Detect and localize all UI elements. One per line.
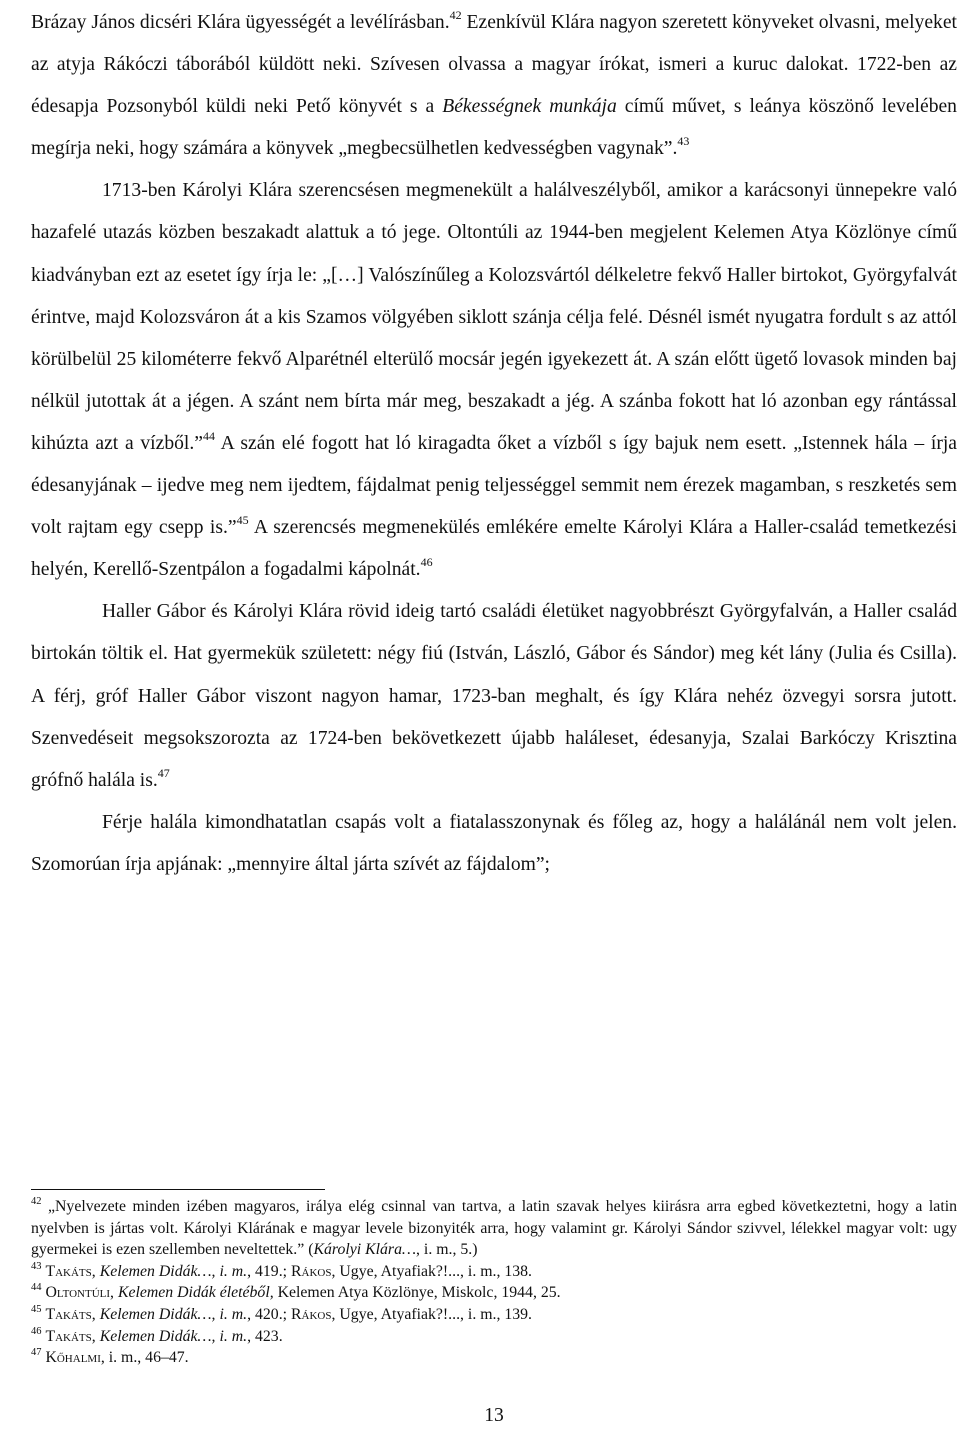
footnote-ref: 42 [31, 1196, 42, 1207]
footnote [31, 1304, 957, 1326]
document-page [31, 0, 957, 1438]
author-name: Kőhalmi [45, 1349, 101, 1367]
text-run: , [91, 1305, 100, 1323]
text-run: Ezenkívül Klára nagyon szeretett könyveket olvasni, melyeket az atyja Rákóczi táborából küldött neki. Szívesen olvassa a magyar írókat, ismeri a kuruc dalokat. 1722-ben az édesapja Pozsonyból küldi neki Pető könyvét s a [31, 12, 957, 118]
text-run: Kelemen Atya Közlönye, Miskolc, 1944, 25. [273, 1284, 561, 1302]
text-run: , [91, 1327, 100, 1345]
author-name: Rákos [291, 1305, 332, 1323]
footnote-ref: 47 [31, 1347, 42, 1359]
text-run: , i. m., 5.) [416, 1241, 478, 1259]
text-run: című művet, s leánya köszönő levelében megírja neki, hogy számára a könyvek „megbecsülhetlen kedvességben vagynak”. [31, 96, 957, 160]
page-number: 13 [484, 1405, 504, 1426]
text-run: Brázay János dicséri Klára ügyességét a levélírásban. [31, 12, 450, 33]
footnote-ref: 47 [157, 765, 170, 780]
footnote-ref: 44 [31, 1282, 42, 1294]
italic-text: Kelemen Didák…, i. m. [99, 1305, 248, 1323]
paragraph [31, 591, 957, 801]
italic-text: Károlyi Klára… [313, 1241, 417, 1259]
text-run: , i. m., 46–47. [100, 1349, 189, 1367]
text-run: A szán elé fogott hat ló kiragadta őket a vízből s így bajuk nem esett. „Istennek hála – írja édesanyjának – ijedve meg nem ijedtem, fájdalmat penig teljességgel semmit nem érezek magamban, s reszketés sem volt rajtam egy csepp is.” [31, 432, 957, 539]
footnote-ref: 45 [236, 513, 249, 528]
italic-text: Kelemen Didák…, i. m. [99, 1262, 248, 1280]
text-run: 1713-ben Károlyi Klára szerencsésen megmenekült a halálveszélyből, amikor a karácsonyi ünnepekre való hazafelé utazás közben beszakadt alattuk a tó jege. Oltontúli az 1944-ben megjelent Kelemen Atya Közlönye című kiadványban ezt az esetet így írja le: „[…] Valószínűleg a Kolozsvártól délkeletre fekvő Haller birtokot, Györgyfalvát érintve, majd Kolozsváron át a kis Szamos völgyében siklott szánja célja felé. Désnél ismét nyugatra fordult s az attól körülbelül 25 kilométerre fekvő Alparétnél elterülő mocsár jegén igyekezett át. A szán előtt ügető lovasok minden baj nélkül jutottak át a jégen. A szánt nem bírta már meg, beszakadt a jég. A szánba fokott hat ló azonban egy rántással kihúzta azt a vízből.” [31, 180, 957, 454]
paragraph [31, 802, 957, 886]
paragraph [31, 2, 957, 170]
footnote-ref: 42 [449, 8, 462, 22]
footnote [31, 1196, 957, 1261]
footnote-ref: 44 [202, 428, 215, 443]
text-run: , 420.; [247, 1305, 291, 1323]
footnote [31, 1326, 957, 1348]
footnote [31, 1261, 957, 1283]
footnote-ref: 43 [677, 134, 690, 149]
footnotes [31, 1196, 957, 1369]
text-run: , [110, 1284, 118, 1302]
italic-text: Békességnek munkája [442, 96, 617, 118]
italic-text: Kelemen Didák…, i. m. [99, 1327, 248, 1345]
body-text [31, 2, 957, 886]
footnote [31, 1347, 957, 1369]
author-name: Takáts [45, 1327, 92, 1345]
footnote-ref: 46 [420, 555, 433, 570]
text-run: A szerencsés megmenekülés emlékére emelte Károlyi Klára a Haller-család temetkezési helyén, Kerellő-Szentpálon a fogadalmi kápolnát. [31, 517, 957, 581]
footnote [31, 1282, 957, 1304]
text-run: , Ugye, Atyafiak?!..., i. m., 138. [331, 1262, 532, 1280]
footnote-separator [31, 1189, 325, 1190]
text-run: Haller Gábor és Károlyi Klára rövid ideig tartó családi életüket nagyobbrészt Györgyfalván, a Haller család birtokán töltik el. Hat gyermekük született: négy fiú (István, László, Gábor és Sándor) meg két lány (Julia és Csilla). A férj, gróf Haller Gábor viszont nagyon hamar, 1723-ban meghalt, és így Klára nehéz özvegyi sorsra jutott. Szenvedéseit megsokszorozta az 1724-ben bekövetkezett újabb haláleset, édesanyja, Szalai Barkóczy Krisztina grófnő halála is. [31, 601, 957, 791]
author-name: Takáts [45, 1262, 92, 1280]
paragraph [31, 170, 957, 591]
author-name: Takáts [45, 1305, 92, 1323]
text-run: , 423. [247, 1327, 283, 1345]
text-run: Férje halála kimondhatatlan csapás volt a fiatalasszonynak és főleg az, hogy a halálánál nem volt jelen. Szomorúan írja apjának: „mennyire által járta szívét az fájdalom”; [31, 811, 957, 875]
text-run: , Ugye, Atyafiak?!..., i. m., 139. [331, 1305, 532, 1323]
footnote-ref: 43 [31, 1260, 42, 1272]
text-run: , [91, 1262, 100, 1280]
footnote-ref: 46 [31, 1325, 42, 1337]
text-run: , 419.; [247, 1262, 291, 1280]
author-name: Rákos [291, 1262, 332, 1280]
author-name: Oltontúli [45, 1284, 111, 1302]
italic-text: Kelemen Didák életéből, [117, 1284, 274, 1302]
footnote-ref: 45 [31, 1303, 42, 1315]
text-run: „Nyelvezete minden izében magyaros, irálya elég csinnal van tartva, a latin szavak helyes kiirásra arra egbed következtetni, hogy a latin nyelvben is jártas volt. Károlyi Klárának e magyar levele bizonyiték arra, hogy valamint gr. Károlyi Sándor szivvel, lélekkel magyar volt: ugy gyermekei is ezen szellemben neveltettek.” ( [31, 1198, 957, 1259]
